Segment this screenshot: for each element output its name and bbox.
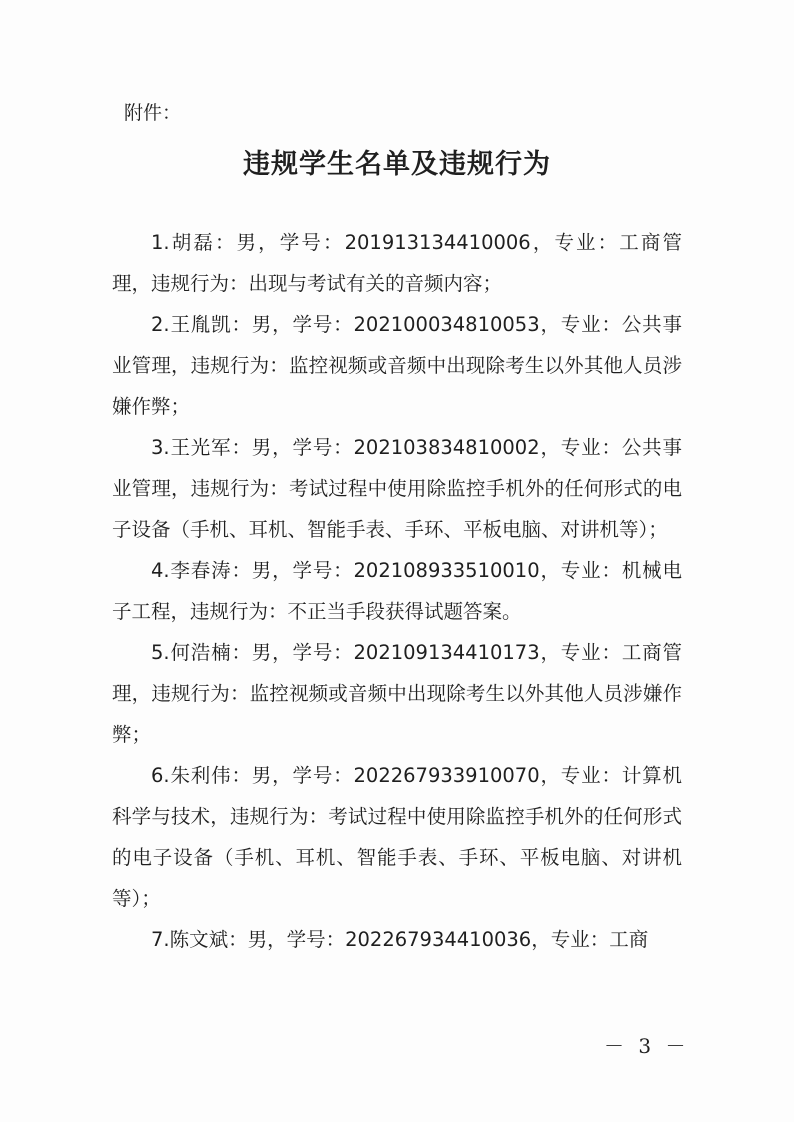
violation-list bbox=[112, 222, 682, 960]
annex-label: 附件： bbox=[124, 102, 182, 124]
list-item: 1.胡磊：男，学号：201913134410006，专业：工商管理，违规行为：出现与考试有关的音频内容； bbox=[112, 231, 682, 295]
list-item: 6.朱利伟：男，学号：202267933910070，专业：计算机科学与技术，违规行为：考试过程中使用除监控手机外的任何形式的电子设备（手机、耳机、智能手表、手环、平板电脑、对讲机等）； bbox=[112, 764, 682, 910]
document-title: 违规学生名单及违规行为 bbox=[243, 149, 551, 180]
list-item: 3.王光军：男，学号：202103834810002，专业：公共事业管理，违规行为：考试过程中使用除监控手机外的任何形式的电子设备（手机、耳机、智能手表、手环、平板电脑、对讲机等）； bbox=[112, 436, 682, 541]
page-number: － 3 － bbox=[604, 1034, 690, 1058]
list-item: 4.李春涛：男，学号：202108933510010，专业：机械电子工程，违规行为：不正当手段获得试题答案。 bbox=[112, 559, 682, 623]
list-item: 7.陈文斌：男，学号：202267934410036，专业：工商 bbox=[151, 928, 649, 951]
list-item: 2.王胤凯：男，学号：202100034810053，专业：公共事业管理，违规行为：监控视频或音频中出现除考生以外其他人员涉嫌作弊； bbox=[112, 313, 682, 418]
list-item: 5.何浩楠：男，学号：202109134410173，专业：工商管理，违规行为：监控视频或音频中出现除考生以外其他人员涉嫌作弊； bbox=[112, 641, 682, 746]
